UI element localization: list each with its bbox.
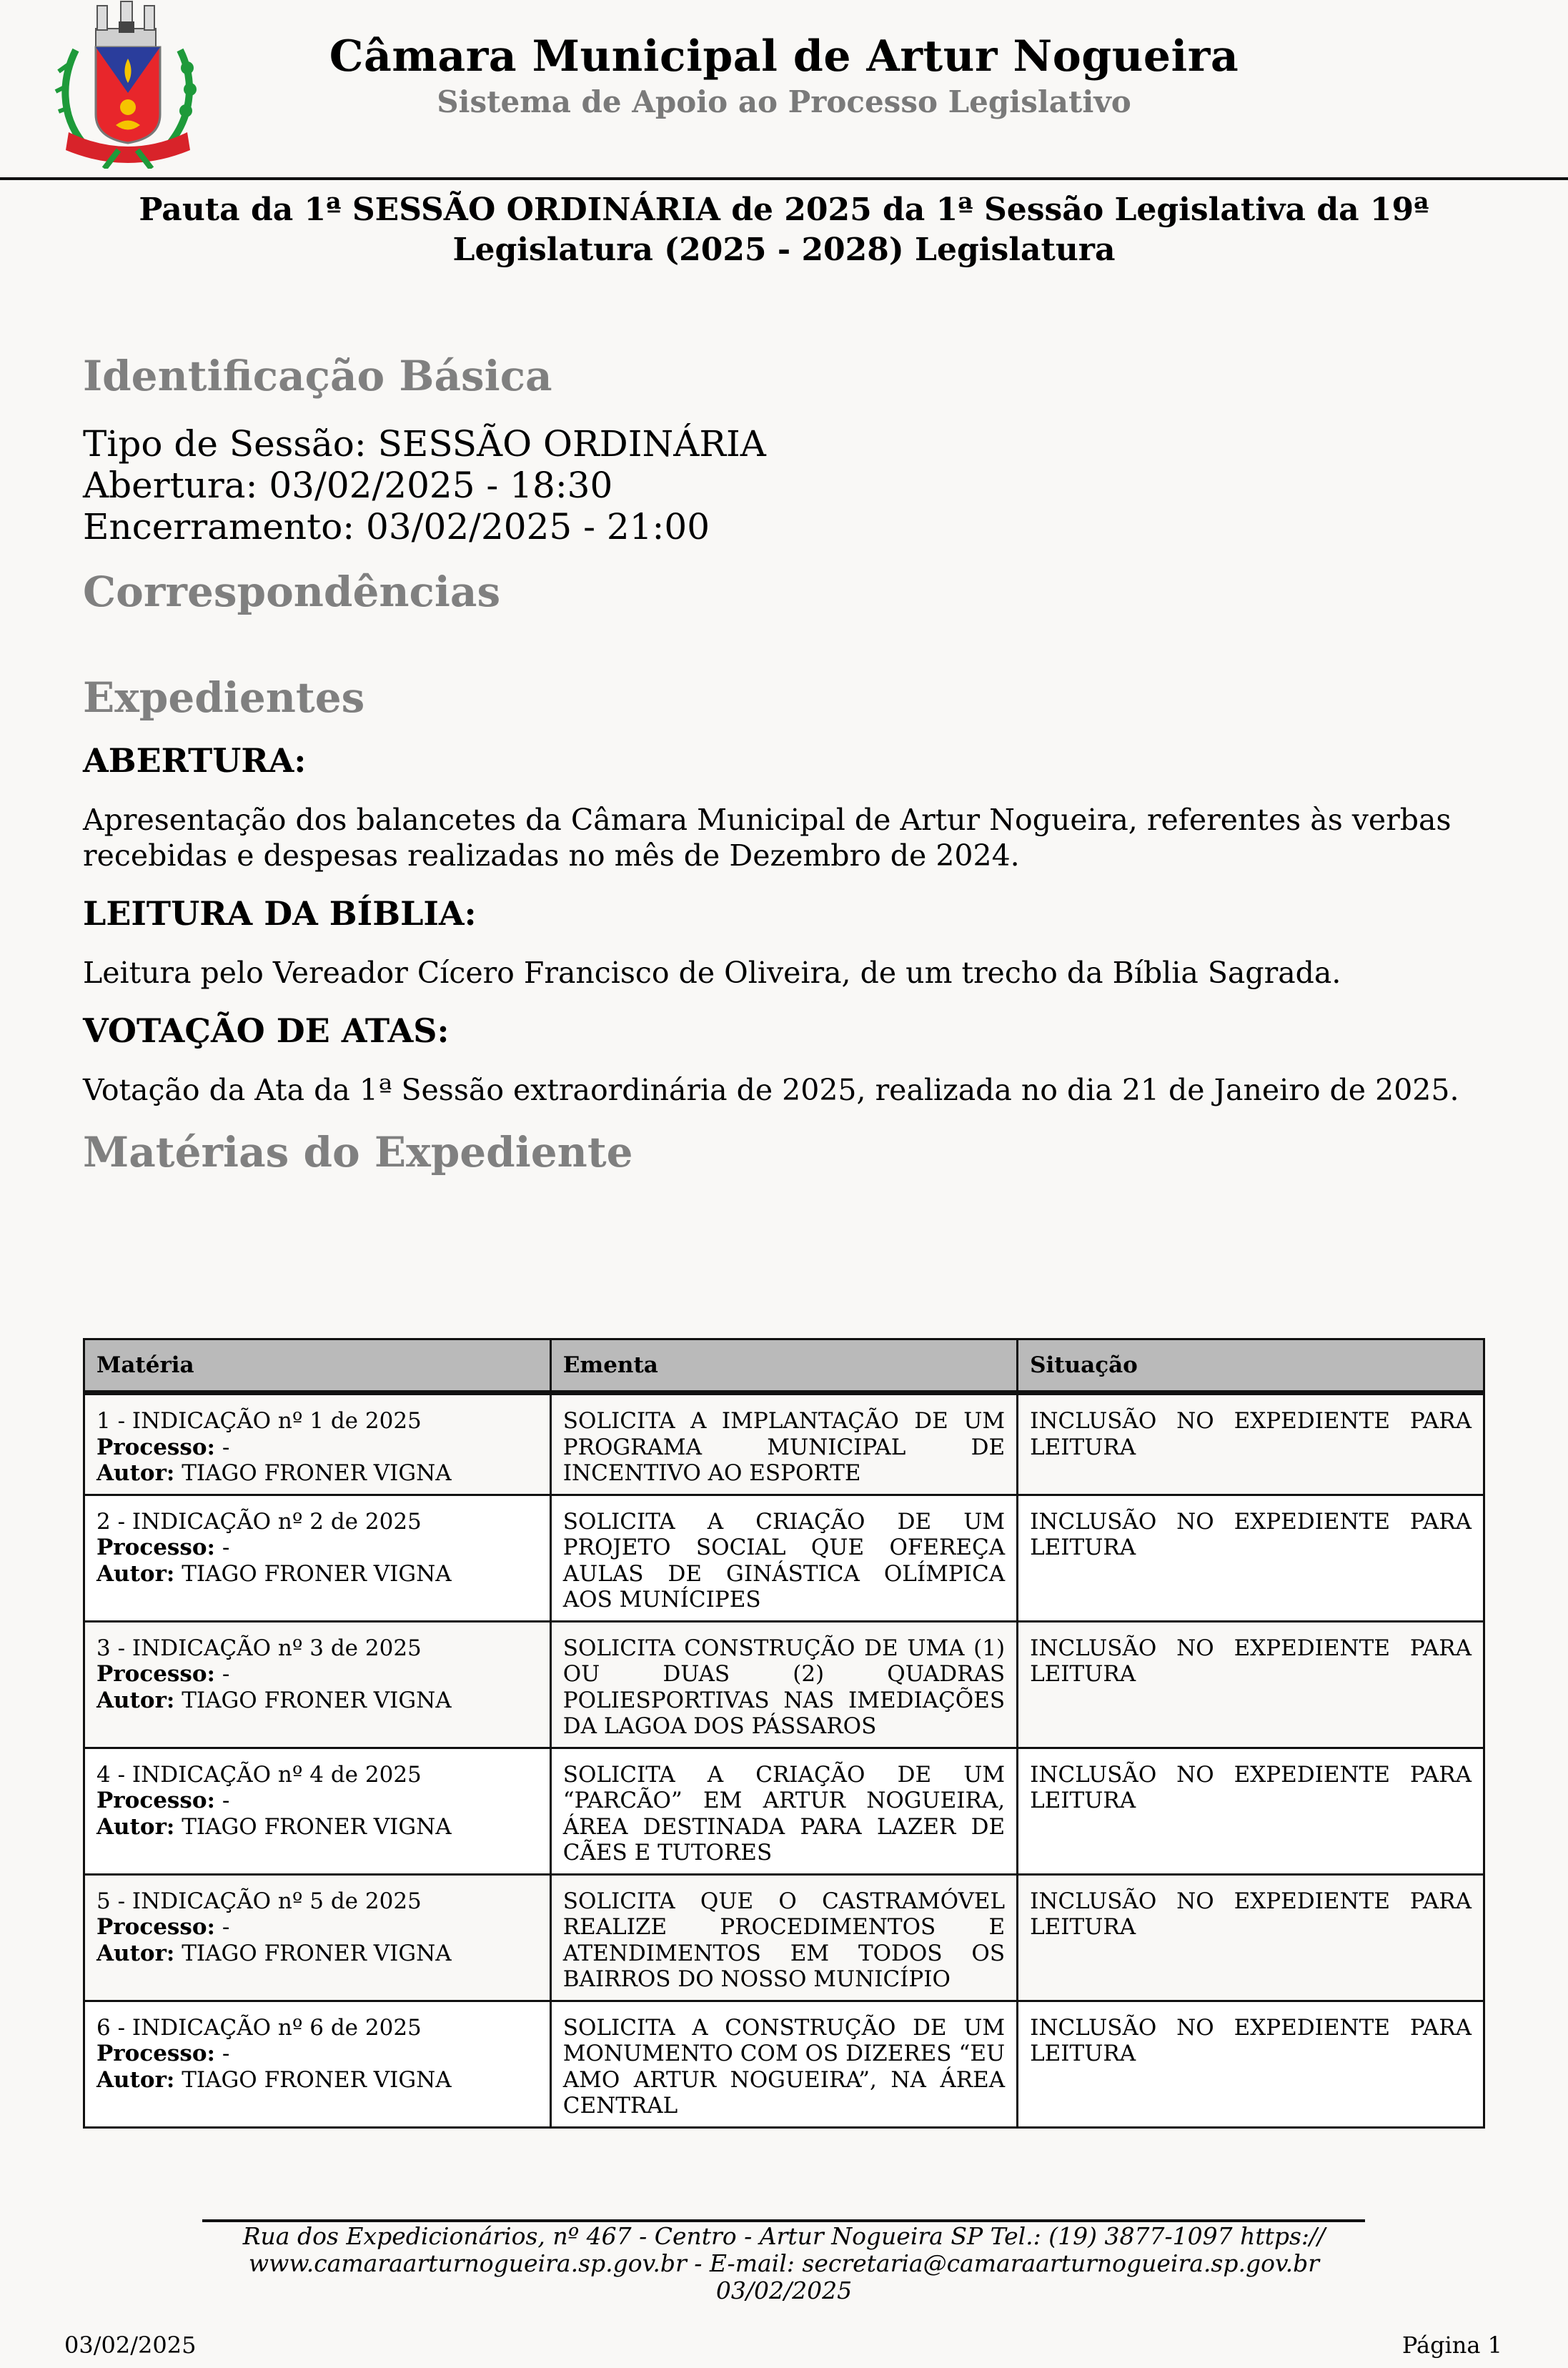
- organization-name: Câmara Municipal de Artur Nogueira: [329, 31, 1239, 81]
- autor-label: Autor: [96, 1687, 167, 1713]
- autor-value: TIAGO FRONER VIGNA: [182, 2066, 452, 2093]
- autor-label: Autor: [96, 2066, 167, 2093]
- page-title-line1: Pauta da 1ª SESSÃO ORDINÁRIA de 2025 da 1ª Sessão Legislativa da 19ª: [139, 192, 1429, 228]
- section-heading-correspondencias: Correspondências: [83, 568, 501, 616]
- processo-value: -: [222, 1914, 230, 1940]
- ementa-cell: SOLICITA A IMPLANTAÇÃO DE UM PROGRAMA MUNICIPAL DE INCENTIVO AO ESPORTE: [550, 1393, 1017, 1495]
- header-divider: [0, 177, 1568, 180]
- expediente-text: Votação da Ata da 1ª Sessão extraordinária de 2025, realizada no dia 21 de Janeiro de 2025.: [83, 1073, 1459, 1107]
- processo-value: -: [222, 1661, 230, 1687]
- autor-value: TIAGO FRONER VIGNA: [182, 1460, 452, 1486]
- ementa-cell: SOLICITA A CONSTRUÇÃO DE UM MONUMENTO COM OS DIZERES “EU AMO ARTUR NOGUEIRA”, NA ÁREA CENTRAL: [550, 2001, 1017, 2127]
- expediente-title: LEITURA DA BÍBLIA:: [83, 894, 477, 933]
- materia-title: 2 - INDICAÇÃO nº 2 de 2025: [96, 1508, 422, 1535]
- processo-label: Processo: [96, 1535, 207, 1560]
- situacao-cell: INCLUSÃO NO EXPEDIENTE PARA LEITURA: [1018, 1621, 1484, 1748]
- footer-address-date: 03/02/2025: [715, 2277, 853, 2304]
- situacao-cell: INCLUSÃO NO EXPEDIENTE PARA LEITURA: [1018, 1748, 1484, 1874]
- materias-table: [83, 1338, 1485, 2129]
- footer-address-line1: Rua dos Expedicionários, nº 467 - Centro - Artur Nogueira SP Tel.: (19) 3877-1097 https://: [242, 2222, 1326, 2250]
- table-row: [84, 1748, 1484, 1874]
- expediente-text: Leitura pelo Vereador Cícero Francisco de Oliveira, de um trecho da Bíblia Sagrada.: [83, 956, 1341, 990]
- ementa-cell: SOLICITA A CRIAÇÃO DE UM “PARCÃO” EM ARTUR NOGUEIRA, ÁREA DESTINADA PARA LAZER DE CÃES E TUTORES: [550, 1748, 1017, 1874]
- materia-title: 6 - INDICAÇÃO nº 6 de 2025: [96, 2014, 422, 2041]
- page-title-line2: Legislatura (2025 - 2028) Legislatura: [452, 232, 1116, 268]
- table-row: [84, 1621, 1484, 1748]
- column-header-ementa: Ementa: [550, 1339, 1017, 1393]
- situacao-cell: INCLUSÃO NO EXPEDIENTE PARA LEITURA: [1018, 2001, 1484, 2127]
- table-row: [84, 2001, 1484, 2127]
- processo-value: -: [222, 1788, 230, 1813]
- processo-value: -: [222, 1535, 230, 1560]
- section-heading-identificacao: Identificação Básica: [83, 352, 552, 400]
- system-name: Sistema de Apoio ao Processo Legislativo: [437, 84, 1131, 119]
- processo-label: Processo: [96, 1788, 207, 1813]
- autor-value: TIAGO FRONER VIGNA: [182, 1560, 452, 1587]
- processo-label: Processo: [96, 1434, 207, 1460]
- table-row: [84, 1393, 1484, 1495]
- footer-address: [214, 2223, 1354, 2304]
- page-number: Página 1: [1401, 2332, 1502, 2359]
- expediente-title: VOTAÇÃO DE ATAS:: [83, 1011, 450, 1050]
- materia-cell: 6 - INDICAÇÃO nº 6 de 2025 Processo: - Autor: TIAGO FRONER VIGNA: [84, 2001, 551, 2127]
- autor-label: Autor: [96, 1940, 167, 1966]
- column-header-materia: Matéria: [84, 1339, 551, 1393]
- processo-label: Processo: [96, 1914, 207, 1940]
- autor-value: TIAGO FRONER VIGNA: [182, 1687, 452, 1713]
- autor-label: Autor: [96, 1813, 167, 1840]
- page-title: [86, 190, 1482, 270]
- column-header-situacao: Situação: [1018, 1339, 1484, 1393]
- materia-title: 5 - INDICAÇÃO nº 5 de 2025: [96, 1888, 422, 1914]
- processo-label: Processo: [96, 2041, 207, 2066]
- expediente-text: Apresentação dos balancetes da Câmara Municipal de Artur Nogueira, referentes às verbas recebidas e despesas realizadas no mês de Dezembro de 2024.: [83, 803, 1452, 873]
- section-heading-expedientes: Expedientes: [83, 673, 365, 722]
- processo-value: -: [222, 2041, 230, 2066]
- footer-address-line2: www.camaraarturnogueira.sp.gov.br - E-mail: secretaria@camaraarturnogueira.sp.gov.br: [248, 2249, 1320, 2277]
- autor-label: Autor: [96, 1460, 167, 1486]
- encerramento-datetime: Encerramento: 03/02/2025 - 21:00: [83, 506, 710, 548]
- situacao-cell: INCLUSÃO NO EXPEDIENTE PARA LEITURA: [1018, 1874, 1484, 2001]
- materia-cell: 1 - INDICAÇÃO nº 1 de 2025 Processo: - Autor: TIAGO FRONER VIGNA: [84, 1393, 551, 1495]
- materia-cell: 4 - INDICAÇÃO nº 4 de 2025 Processo: - Autor: TIAGO FRONER VIGNA: [84, 1748, 551, 1874]
- materia-cell: 5 - INDICAÇÃO nº 5 de 2025 Processo: - Autor: TIAGO FRONER VIGNA: [84, 1874, 551, 2001]
- materia-title: 4 - INDICAÇÃO nº 4 de 2025: [96, 1761, 422, 1788]
- ementa-cell: SOLICITA QUE O CASTRAMÓVEL REALIZE PROCEDIMENTOS E ATENDIMENTOS EM TODOS OS BAIRROS DO NOSSO MUNICÍPIO: [550, 1874, 1017, 2001]
- materia-cell: 2 - INDICAÇÃO nº 2 de 2025 Processo: - Autor: TIAGO FRONER VIGNA: [84, 1495, 551, 1621]
- expediente-title: ABERTURA:: [83, 741, 307, 780]
- autor-value: TIAGO FRONER VIGNA: [182, 1813, 452, 1840]
- document-header: [0, 0, 1568, 179]
- table-row: [84, 1874, 1484, 2001]
- materia-title: 3 - INDICAÇÃO nº 3 de 2025: [96, 1635, 422, 1661]
- autor-label: Autor: [96, 1560, 167, 1587]
- materia-cell: 3 - INDICAÇÃO nº 3 de 2025 Processo: - Autor: TIAGO FRONER VIGNA: [84, 1621, 551, 1748]
- materia-title: 1 - INDICAÇÃO nº 1 de 2025: [96, 1408, 422, 1434]
- ementa-cell: SOLICITA CONSTRUÇÃO DE UMA (1) OU DUAS (2) QUADRAS POLIESPORTIVAS NAS IMEDIAÇÕES DA LAGOA DOS PÁSSAROS: [550, 1621, 1017, 1748]
- abertura-datetime: Abertura: 03/02/2025 - 18:30: [83, 465, 613, 506]
- situacao-cell: INCLUSÃO NO EXPEDIENTE PARA LEITURA: [1018, 1495, 1484, 1621]
- main-content: [83, 343, 1485, 1181]
- table-header-row: [84, 1339, 1484, 1393]
- processo-label: Processo: [96, 1661, 207, 1687]
- section-heading-materias: Matérias do Expediente: [83, 1128, 633, 1176]
- table-row: [84, 1495, 1484, 1621]
- situacao-cell: INCLUSÃO NO EXPEDIENTE PARA LEITURA: [1018, 1393, 1484, 1495]
- ementa-cell: SOLICITA A CRIAÇÃO DE UM PROJETO SOCIAL QUE OFEREÇA AULAS DE GINÁSTICA OLÍMPICA AOS MUNÍCIPES: [550, 1495, 1017, 1621]
- autor-value: TIAGO FRONER VIGNA: [182, 1940, 452, 1966]
- processo-value: -: [222, 1434, 230, 1460]
- tipo-sessao: Tipo de Sessão: SESSÃO ORDINÁRIA: [83, 423, 766, 465]
- print-date: 03/02/2025: [64, 2332, 197, 2359]
